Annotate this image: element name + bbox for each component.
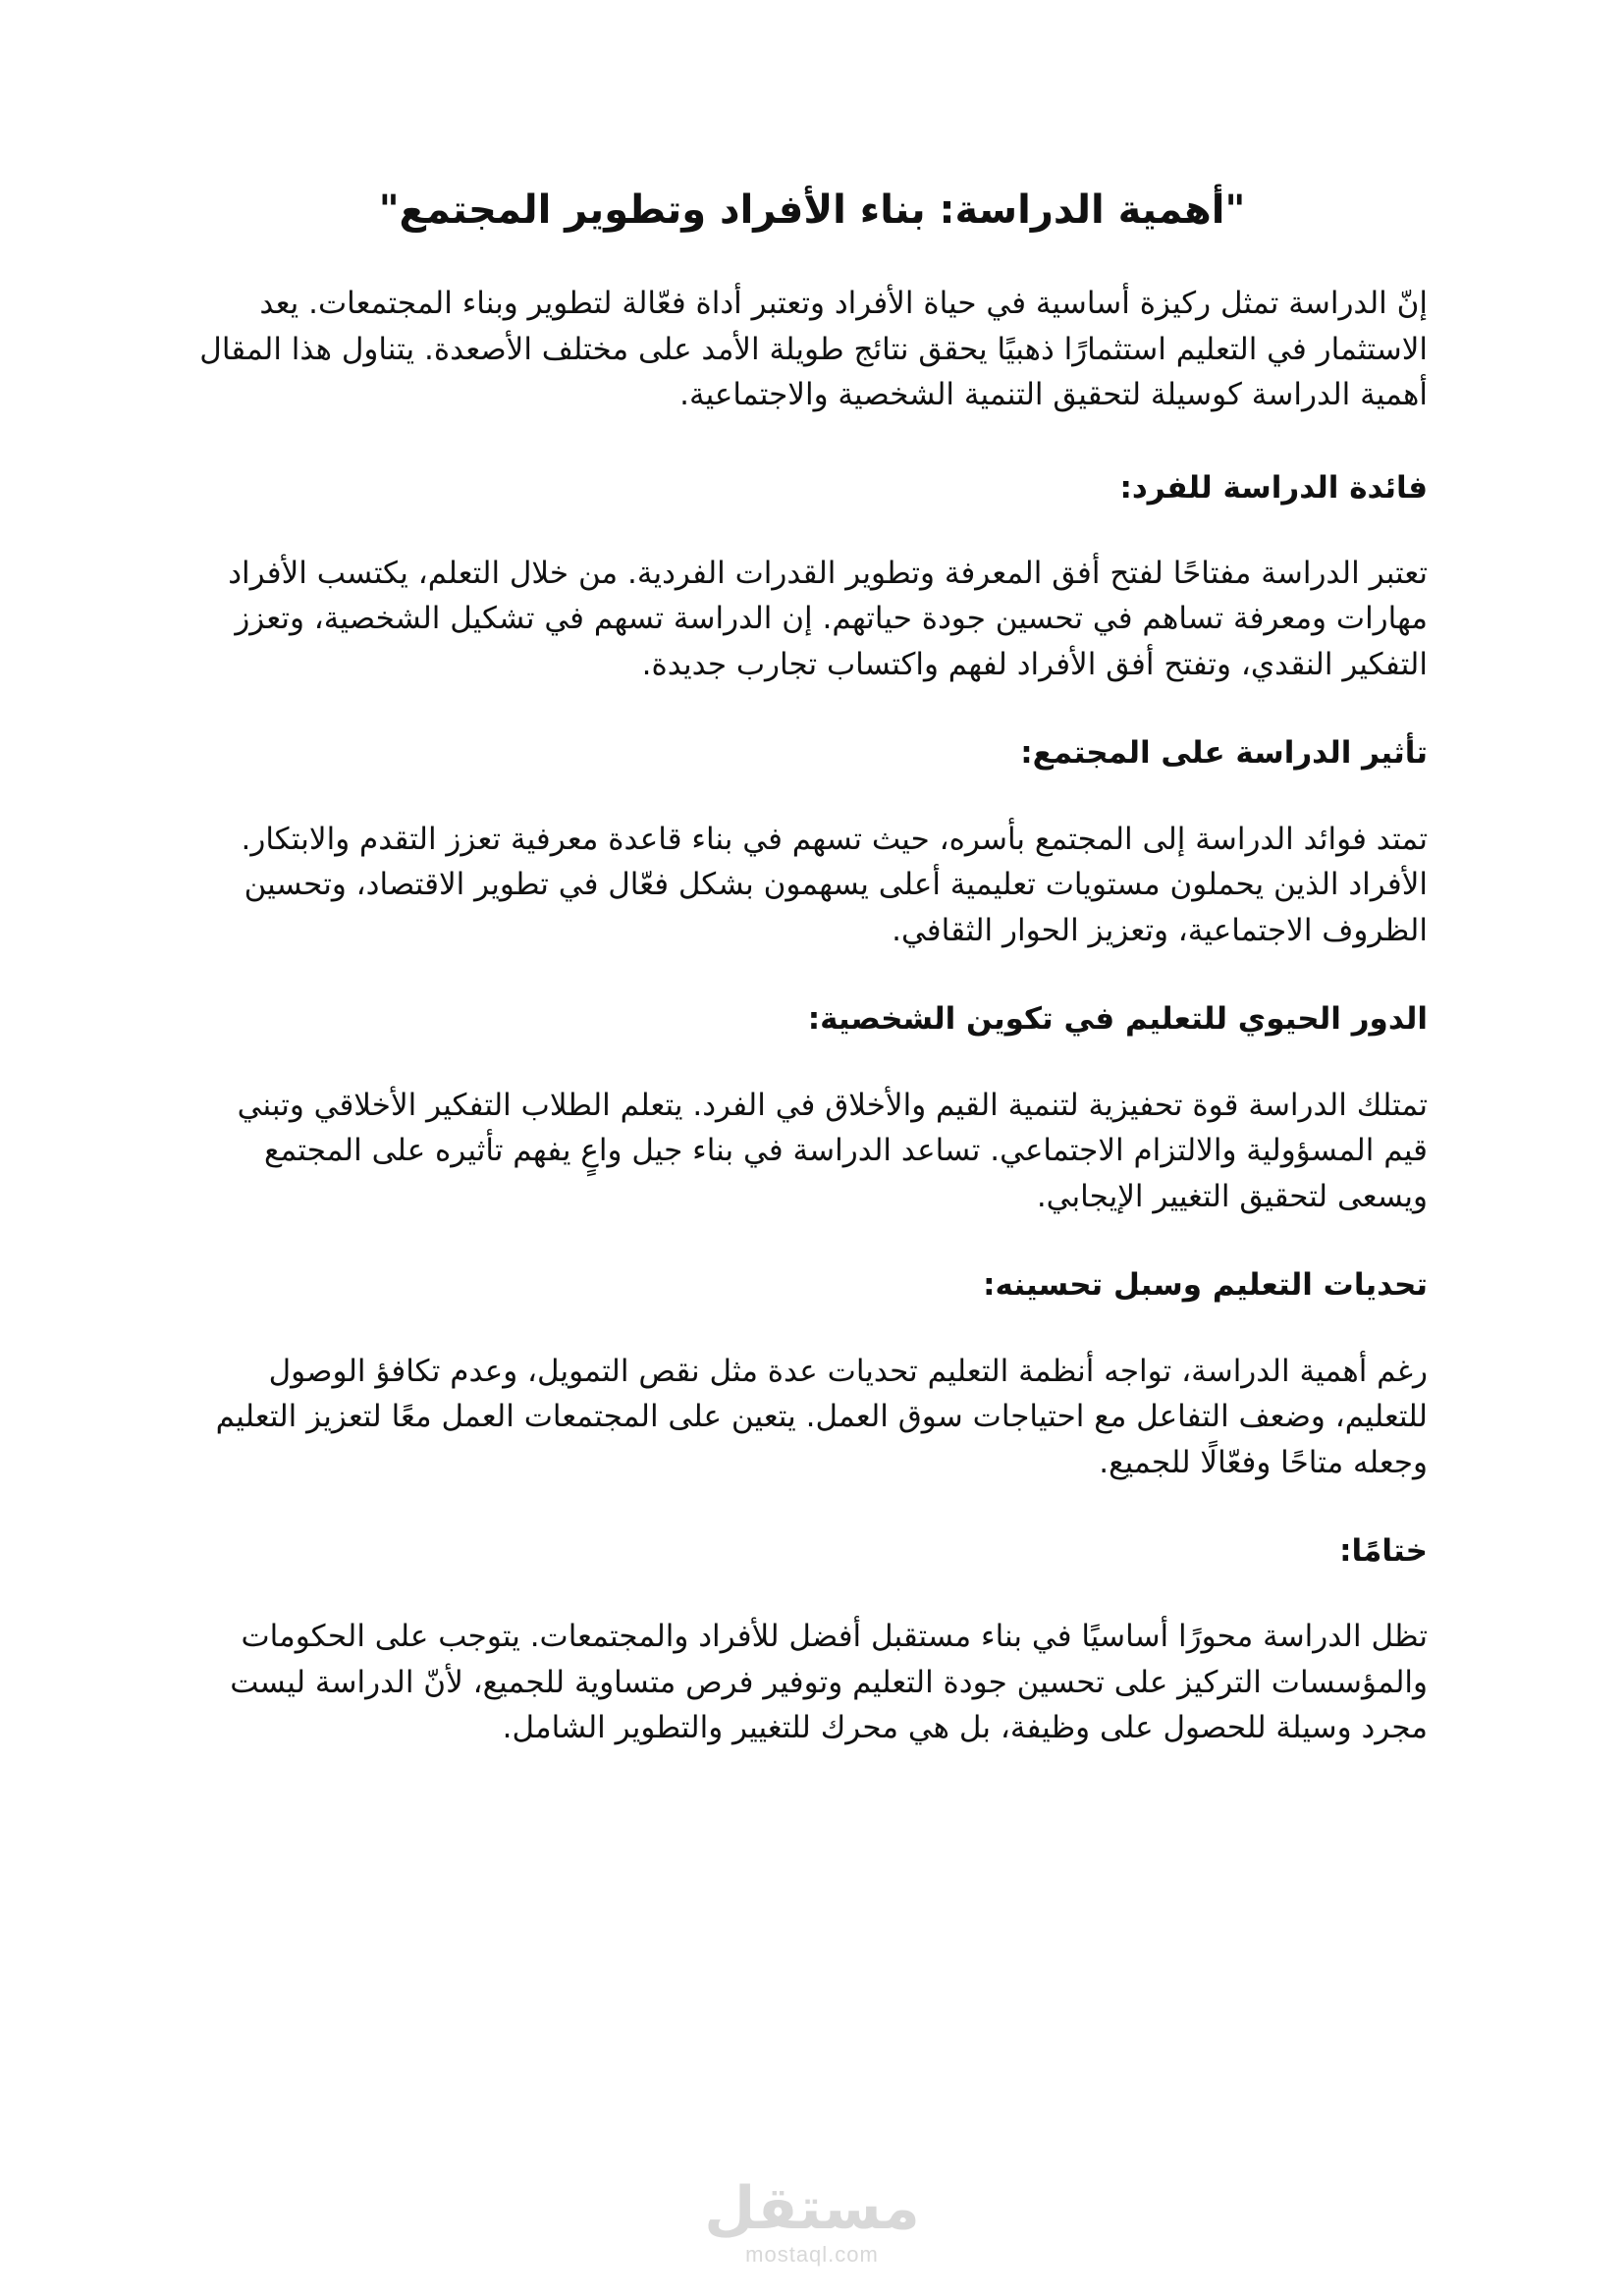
section-body-individual-benefit: تعتبر الدراسة مفتاحًا لفتح أفق المعرفة وتطوير القدرات الفردية. من خلال التعلم، يكتسب الأفراد مهارات ومعرفة تساهم في تحسين جودة حياتهم. إن الدراسة تسهم في تشكيل الشخصية، وتعزز التفكير النقدي، وتفتح أفق الأفراد لفهم واكتساب تجارب جديدة. <box>228 555 1428 682</box>
intro-paragraph: إنّ الدراسة تمثل ركيزة أساسية في حياة الأفراد وتعتبر أداة فعّالة لتطوير وبناء المجتمعات. يعد الاستثمار في التعليم استثمارًا ذهبيًا يحقق نتائج طويلة الأمد على مختلف الأصعدة. يتناول هذا المقال أهمية الدراسة كوسيلة لتحقيق التنمية الشخصية والاجتماعية. <box>199 286 1428 412</box>
section-heading-conclusion: ختامًا: <box>1339 1533 1428 1570</box>
article <box>196 185 1428 1796</box>
watermark-logo: مستقل <box>704 2174 920 2243</box>
section-body-conclusion: تظل الدراسة محورًا أساسيًا في بناء مستقبل أفضل للأفراد والمجتمعات. يتوجب على الحكومات والمؤسسات التركيز على تحسين جودة التعليم وتوفير فرص متساوية للجميع، لأنّ الدراسة ليست مجرد وسيلة للحصول على وظيفة، بل هي محرك للتغيير والتطوير الشامل. <box>230 1619 1428 1746</box>
section-body-challenges: رغم أهمية الدراسة، تواجه أنظمة التعليم تحديات عدة مثل نقص التمويل، وعدم تكافؤ الوصول للتعليم، وضعف التفاعل مع احتياجات سوق العمل. يتعين على المجتمعات العمل معًا لتعزيز التعليم وجعله متاحًا وفعّالًا للجميع. <box>215 1353 1428 1480</box>
section-body-society-impact: تمتد فوائد الدراسة إلى المجتمع بأسره، حيث تسهم في بناء قاعدة معرفية تعزز التقدم والابتكار. الأفراد الذين يحملون مستويات تعليمية أعلى يسهمون بشكل فعّال في تطوير الاقتصاد، وتحسين الظروف الاجتماعية، وتعزيز الحوار الثقافي. <box>241 821 1428 948</box>
page-title: "أهمية الدراسة: بناء الأفراد وتطوير المجتمع" <box>378 187 1246 233</box>
watermark-domain: mostaql.com <box>745 2242 879 2267</box>
section-body-character-role: تمتلك الدراسة قوة تحفيزية لتنمية القيم والأخلاق في الفرد. يتعلم الطلاب التفكير الأخلاقي وتبني قيم المسؤولية والالتزام الاجتماعي. تساعد الدراسة في بناء جيل واعٍ يفهم تأثيره على المجتمع ويسعى لتحقيق التغيير الإيجابي. <box>237 1087 1428 1214</box>
watermark <box>0 2174 1624 2268</box>
section-heading-character-role: الدور الحيوي للتعليم في تكوين الشخصية: <box>807 1001 1428 1038</box>
section-heading-challenges: تحديات التعليم وسبل تحسينه: <box>983 1267 1428 1304</box>
section-heading-individual-benefit: فائدة الدراسة للفرد: <box>1119 469 1428 506</box>
section-heading-society-impact: تأثير الدراسة على المجتمع: <box>1020 735 1428 772</box>
